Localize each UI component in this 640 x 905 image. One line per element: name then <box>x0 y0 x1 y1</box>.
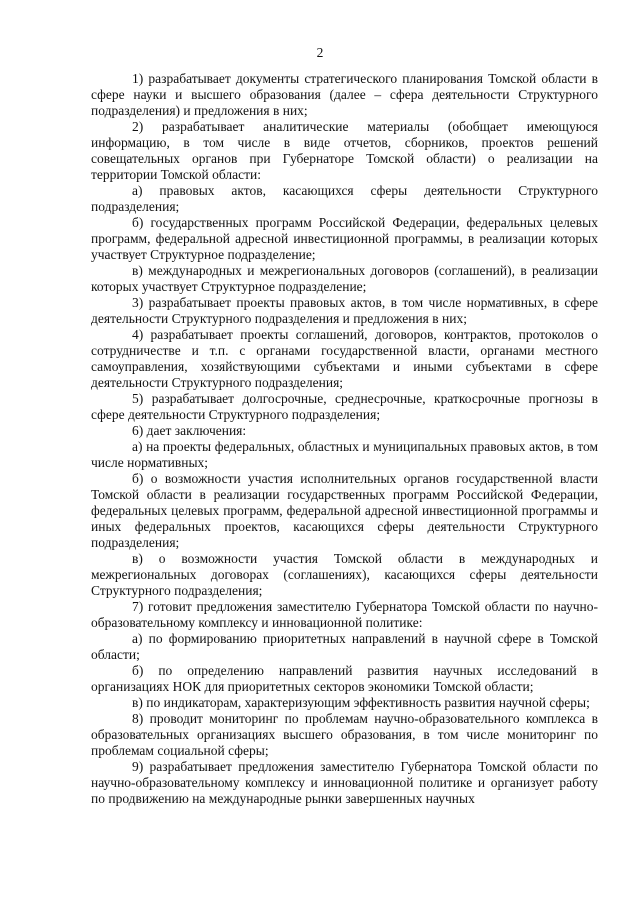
paragraph-2b: б) государственных программ Российской Федерации, федеральных целевых программ, федеральной адресной инвестиционной программы, в реализации которых участвует Структурное подразделение; <box>91 215 598 262</box>
paragraph-6c: в) о возможности участия Томской области в международных и межрегиональных договорах (соглашениях), касающихся сферы деятельности Структурного подразделения; <box>91 551 598 598</box>
paragraph-5: 5) разрабатывает долгосрочные, среднесрочные, краткосрочные прогнозы в сфере деятельности Структурного подразделения; <box>91 391 598 422</box>
paragraph-8: 8) проводит мониторинг по проблемам научно-образовательного комплекса в образовательных организациях высшего образования, в том числе мониторинг по проблемам социальной сферы; <box>91 711 598 758</box>
page-number: 2 <box>316 45 324 60</box>
paragraph-2a: а) правовых актов, касающихся сферы деятельности Структурного подразделения; <box>91 183 598 214</box>
paragraph-6: 6) дает заключения: <box>132 423 247 438</box>
paragraph-2: 2) разрабатывает аналитические материалы (обобщает имеющуюся информацию, в том числе в виде отчетов, сборников, проектов решений совещательных органов при Губернаторе Томской области) о реализации на территории Томской области: <box>91 119 598 182</box>
paragraph-7a: а) по формированию приоритетных направлений в научной сфере в Томской области; <box>91 631 598 662</box>
paragraph-1: 1) разрабатывает документы стратегического планирования Томской области в сфере науки и высшего образования (далее – сфера деятельности Структурного подразделения) и предложения в них; <box>91 71 598 118</box>
paragraph-6b: б) о возможности участия исполнительных органов государственной власти Томской области в реализации государственных программ Российской Федерации, федеральных целевых программ, федеральной адресной инвестиционной программы и иных федеральных проектов, касающихся сферы деятельности Структурного подразделения; <box>91 471 598 550</box>
paragraph-4: 4) разрабатывает проекты соглашений, договоров, контрактов, протоколов о сотрудничестве и т.п. с органами государственной власти, органами местного самоуправления, хозяйствующими субъектами и иными субъектами в сфере деятельности Структурного подразделения; <box>91 327 598 390</box>
paragraph-7: 7) готовит предложения заместителю Губернатора Томской области по научно-образовательному комплексу и инновационной политике: <box>91 599 598 630</box>
paragraph-7b: б) по определению направлений развития научных исследований в организациях НОК для приоритетных секторов экономики Томской области; <box>91 663 598 694</box>
document-body <box>91 71 598 807</box>
paragraph-6a: а) на проекты федеральных, областных и муниципальных правовых актов, в том числе нормативных; <box>91 439 598 470</box>
paragraph-3: 3) разрабатывает проекты правовых актов, в том числе нормативных, в сфере деятельности Структурного подразделения и предложения в них; <box>91 295 598 326</box>
paragraph-9: 9) разрабатывает предложения заместителю Губернатора Томской области по научно-образовательному комплексу и инновационной политике и организует работу по продвижению на международные рынки завершенных научных <box>91 759 598 806</box>
paragraph-7c: в) по индикаторам, характеризующим эффективность развития научной сферы; <box>132 695 590 710</box>
paragraph-2c: в) международных и межрегиональных договоров (соглашений), в реализации которых участвует Структурное подразделение; <box>91 263 598 294</box>
